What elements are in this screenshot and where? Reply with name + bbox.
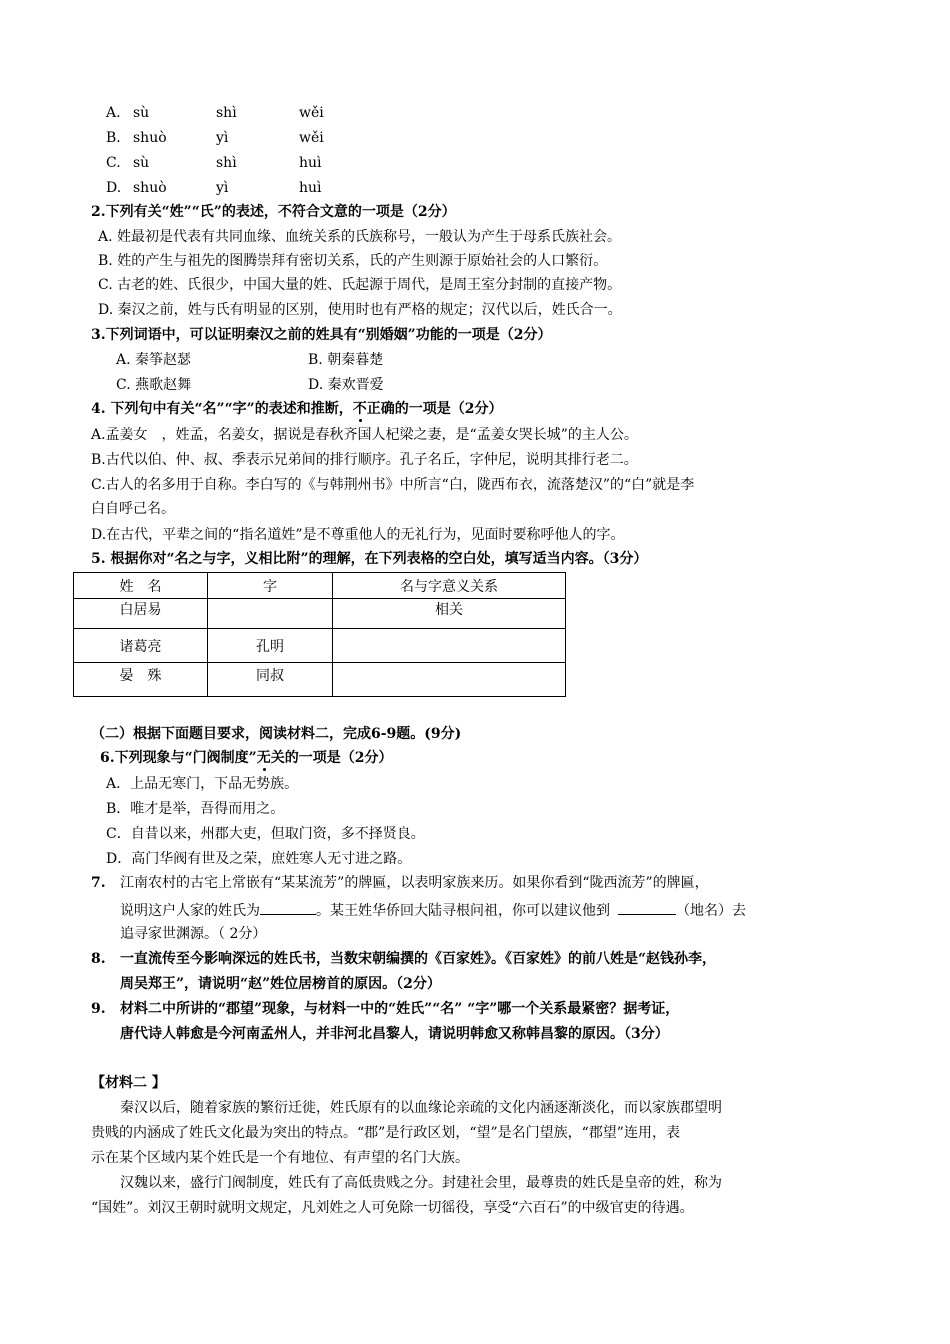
table-row [74, 599, 566, 629]
q1-pinyin: sù [133, 155, 150, 171]
table-cell: 白居易 [74, 599, 208, 629]
q7-line2 [120, 900, 746, 920]
q6-stem-emphasis: 无 [256, 750, 271, 766]
q1-option-label: D. [106, 180, 122, 196]
q4-option-c-line1: C.古人的名多用于自称。李白写的《与韩荆州书》中所言“白，陇西布衣，流落楚汉”的“白”就是李 [91, 477, 695, 493]
q7-blank-surname[interactable] [260, 900, 316, 915]
table-cell: 相关 [333, 599, 566, 629]
q6-option-d: D．高门华阀有世及之荣，庶姓寒人无寸进之路。 [106, 851, 412, 867]
q7-text: 。某王姓华侨回大陆寻根问祖，你可以建议他到 [316, 903, 610, 919]
q8-line2: 周吴郑王”，请说明“赵”姓位居榜首的原因。（2分） [120, 976, 441, 992]
q6-stem [100, 749, 392, 767]
table-cell: 晏 殊 [74, 663, 208, 697]
material-paragraph-line: “国姓”。刘汉王朝时就明文规定，凡刘姓之人可免除一切徭役，享受“六百石”的中级官吏的待遇。 [91, 1200, 694, 1216]
material-title: 【材料二 】 [91, 1075, 166, 1091]
material-paragraph-line: 示在某个区域内某个姓氏是一个有地位、有声望的名门大族。 [91, 1150, 469, 1166]
table-cell: 诸葛亮 [74, 629, 208, 663]
q4-option-c-line2: 白自呼己名。 [91, 501, 175, 517]
q3-option-d: D. 秦欢晋爱 [308, 377, 384, 393]
table-header: 姓 名 [74, 573, 208, 599]
table-cell: 同叔 [208, 663, 333, 697]
material-paragraph-line: 贵贱的内涵成了姓氏文化最为突出的特点。“郡”是行政区划，“望”是名门望族，“郡望”连用，表 [91, 1125, 680, 1141]
q8-number: 8. [91, 951, 106, 967]
q6-option-a: A．上品无寒门，下品无势族。 [106, 776, 299, 792]
q4-option-b: B.古代以伯、仲、叔、季表示兄弟间的排行顺序。孔子名丘，字仲尼，说明其排行老二。 [91, 452, 638, 468]
q8-line1: 一直流传至今影响深远的姓氏书，当数宋朝编撰的《百家姓》。《百家姓》的前八姓是“赵钱孙李， [120, 951, 717, 967]
material-paragraph-line: 秦汉以后，随着家族的繁衍迁徙，姓氏原有的以血缘论亲疏的文化内涵逐渐淡化，而以家族郡望明 [120, 1100, 722, 1116]
q9-line2: 唐代诗人韩愈是今河南孟州人，并非河北昌黎人，请说明韩愈又称韩昌黎的原因。（3分） [120, 1026, 669, 1042]
q2-option-b: B. 姓的产生与祖先的图腾崇拜有密切关系，氏的产生则源于原始社会的人口繁衍。 [98, 253, 608, 269]
q1-pinyin: shuò [133, 180, 167, 196]
q3-option-c: C. 燕歌赵舞 [116, 377, 192, 393]
q7-text: （地名）去 [676, 903, 746, 919]
q6-stem-part: 6.下列现象与“门阀制度” [100, 750, 257, 766]
q7-number: 7. [91, 875, 106, 891]
table-cell-blank[interactable] [333, 663, 566, 697]
q7-blank-place[interactable] [618, 900, 676, 915]
q4-stem-part: 正确的一项是（2分） [366, 401, 503, 417]
q6-option-c: C．自昔以来，州郡大吏，但取门资，多不择贤良。 [106, 826, 425, 842]
q1-pinyin: wěi [299, 130, 324, 146]
q1-pinyin: shuò [133, 130, 167, 146]
table-row [74, 663, 566, 697]
q1-option-label: B. [106, 130, 121, 146]
q4-stem-emphasis: 不 [352, 401, 367, 417]
table-cell-blank[interactable] [333, 629, 566, 663]
q1-pinyin: huì [299, 155, 322, 171]
q3-option-b: B. 朝秦暮楚 [308, 352, 384, 368]
q2-stem: 2.下列有关“姓”“氏”的表述，不符合文意的一项是（2分） [91, 204, 456, 220]
q1-option-label: A. [106, 105, 121, 121]
name-table [73, 572, 566, 697]
q4-stem [91, 400, 502, 418]
q1-pinyin: shì [216, 105, 237, 121]
q1-pinyin: huì [299, 180, 322, 196]
section-heading: （二）根据下面题目要求，阅读材料二，完成6-9题。(9分) [91, 726, 462, 742]
table-cell-blank[interactable] [208, 599, 333, 629]
q1-pinyin: sù [133, 105, 150, 121]
q1-pinyin: shì [216, 155, 237, 171]
q7-line1: 江南农村的古宅上常嵌有“某某流芳”的牌匾，以表明家族来历。如果你看到“陇西流芳”的牌匾， [120, 875, 709, 891]
q4-stem-part: 4. 下列句中有关“名”“字”的表述和推断， [91, 401, 353, 417]
q4-option-d: D.在古代，平辈之间的“指名道姓”是不尊重他人的无礼行为，见面时要称呼他人的字。 [91, 527, 625, 543]
q1-option-label: C. [106, 155, 121, 171]
table-header: 字 [208, 573, 333, 599]
q1-pinyin: yì [216, 180, 229, 196]
table-cell: 孔明 [208, 629, 333, 663]
q3-stem: 3.下列词语中，可以证明秦汉之前的姓具有“别婚姻”功能的一项是（2分） [91, 327, 552, 343]
q2-option-d: D. 秦汉之前，姓与氏有明显的区别，使用时也有严格的规定；汉代以后，姓氏合一。 [98, 302, 622, 318]
q5-stem: 5. 根据你对“名之与字，义相比附”的理解，在下列表格的空白处，填写适当内容。（3分） [91, 551, 648, 567]
q4-option-a: A.孟姜女 ，姓孟，名姜女，据说是春秋齐国人杞梁之妻，是“孟姜女哭长城”的主人公。 [91, 427, 638, 443]
q9-line1: 材料二中所讲的“郡望”现象，与材料一中的“姓氏”“名” “字”哪一个关系最紧密？据考证， [120, 1001, 680, 1017]
q6-option-b: B．唯才是举，吾得而用之。 [106, 801, 285, 817]
q7-line3: 追寻家世渊源。（ 2分） [120, 926, 267, 942]
q1-pinyin: yì [216, 130, 229, 146]
table-header-row [74, 573, 566, 599]
q2-option-a: A. 姓最初是代表有共同血缘、血统关系的氏族称号，一般认为产生于母系氏族社会。 [98, 229, 622, 245]
q3-option-a: A. 秦筝赵瑟 [116, 352, 192, 368]
q2-option-c: C. 古老的姓、氏很少，中国大量的姓、氏起源于周代，是周王室分封制的直接产物。 [98, 277, 622, 293]
q6-stem-part: 关的一项是（2分） [270, 750, 393, 766]
q9-number: 9. [91, 1001, 106, 1017]
q1-pinyin: wěi [299, 105, 324, 121]
table-header: 名与字意义关系 [333, 573, 566, 599]
material-paragraph-line: 汉魏以来，盛行门阀制度，姓氏有了高低贵贱之分。封建社会里，最尊贵的姓氏是皇帝的姓，称为 [120, 1175, 722, 1191]
q7-text: 说明这户人家的姓氏为 [120, 903, 260, 919]
table-row [74, 629, 566, 663]
